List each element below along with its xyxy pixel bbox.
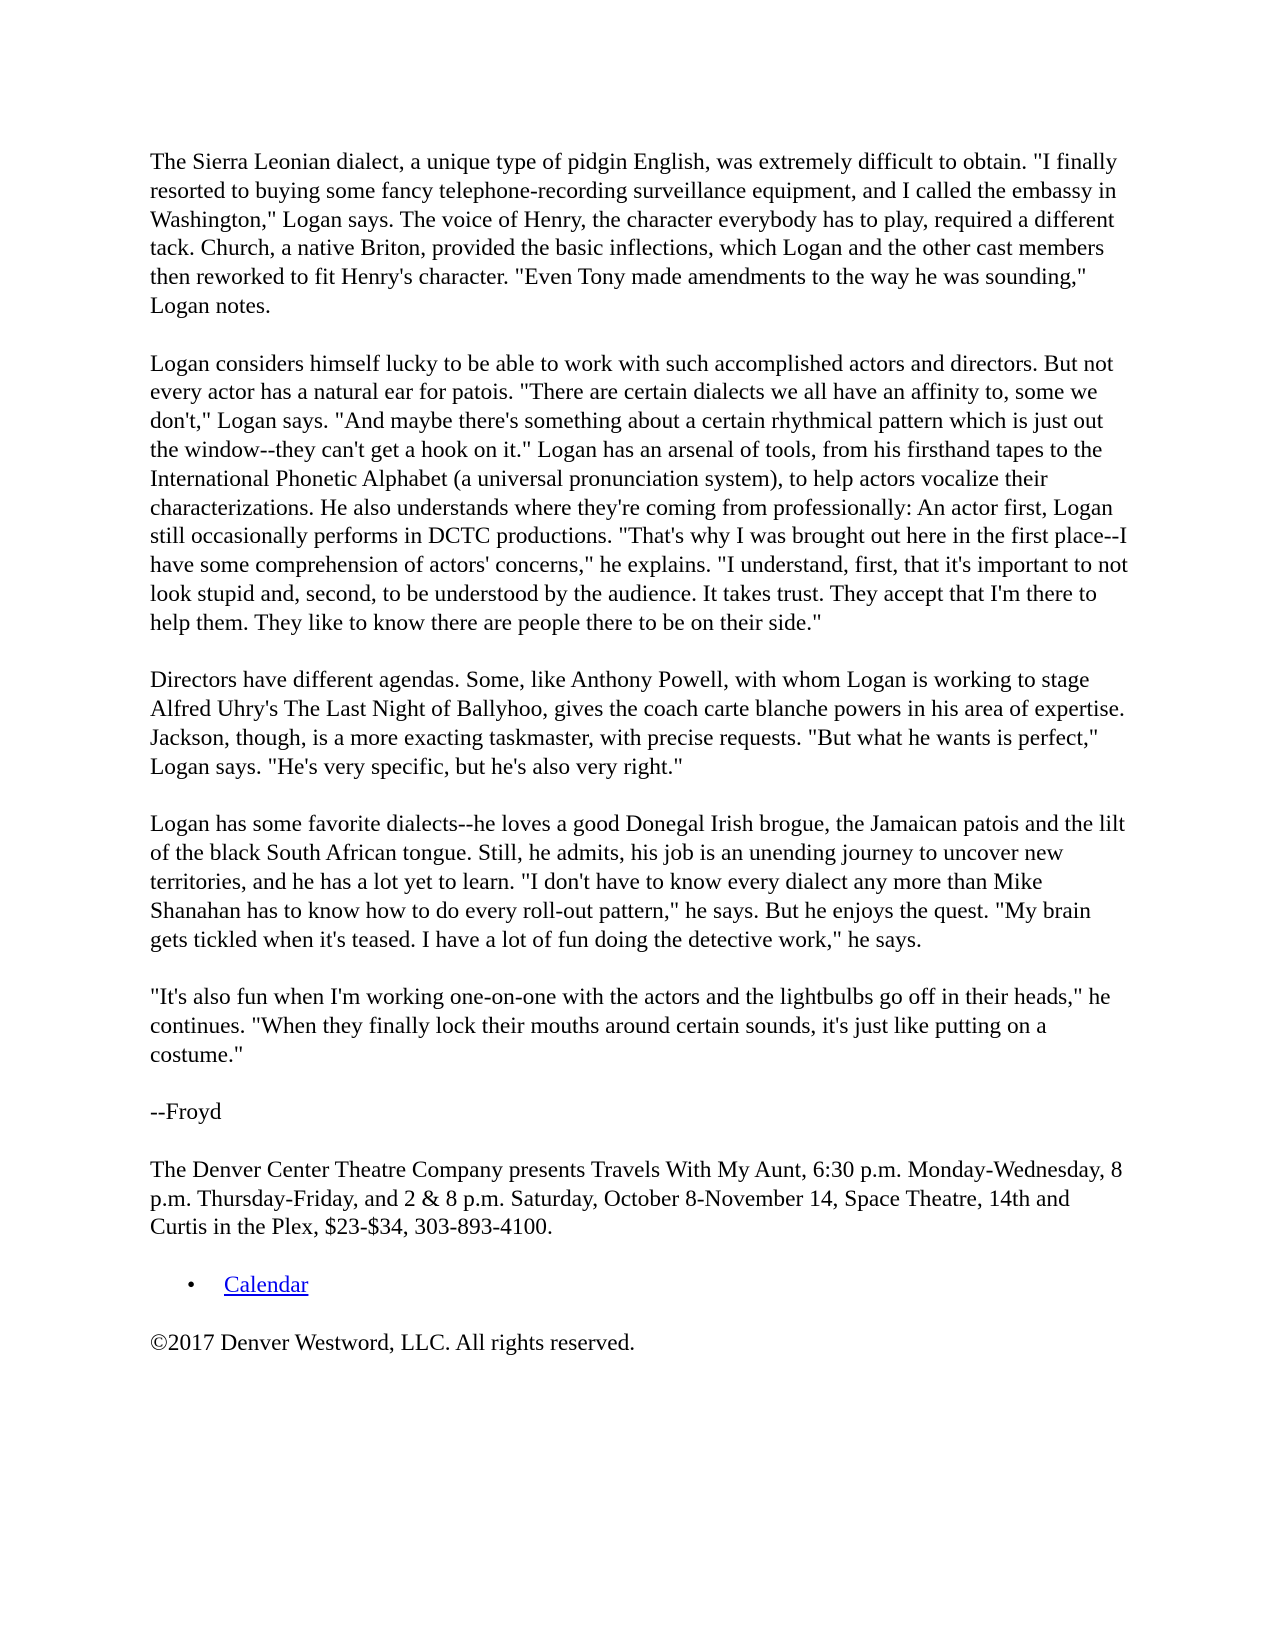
event-info: The Denver Center Theatre Company presents Travels With My Aunt, 6:30 p.m. Monday-Wednesday, 8 p.m. Thursday-Friday, and 2 & 8 p.m. Saturday, October 8-November 14, Space Theatre, 14th and Curtis in the Plex, $23-$34, 303-893-4100. bbox=[150, 1156, 1123, 1241]
byline: --Froyd bbox=[150, 1099, 222, 1126]
article-paragraph: "It's also fun when I'm working one-on-one with the actors and the lightbulbs go off in their heads," he continues. "When they finally lock their mouths around certain sounds, it's just like putting on a costume." bbox=[150, 984, 1111, 1068]
article-paragraph: Logan considers himself lucky to be able to work with such accomplished actors and directors. But not every actor has a natural ear for patois. "There are certain dialects we all have an affinity to, some we don't," Logan says. "And maybe there's something about a certain rhythmical pattern which is just out the window--they can't get a hook on it." Logan has an arsenal of tools, from his firsthand tapes to the International Phonetic Alphabet (a universal pronunciation system), to help actors vocalize their characterizations. He also understands where they're coming from professionally: An actor first, Logan still occasionally performs in DCTC productions. "That's why I was brought out here in the first place--I have some comprehension of actors' concerns," he explains. "I understand, first, that it's important to not look stupid and, second, to be understood by the audience. It takes trust. They accept that I'm there to help them. They like to know there are people there to be on their side." bbox=[150, 350, 1128, 636]
nav-item-calendar bbox=[187, 1271, 1130, 1300]
bullet-icon: • bbox=[187, 1272, 196, 1299]
calendar-link[interactable]: Calendar bbox=[224, 1272, 309, 1299]
article-paragraph: The Sierra Leonian dialect, a unique type of pidgin English, was extremely difficult to obtain. "I finally resorted to buying some fancy telephone-recording surveillance equipment, and I called the embassy in Washington," Logan says. The voice of Henry, the character everybody has to play, required a different tack. Church, a native Briton, provided the basic inflections, which Logan and the other cast members then reworked to fit Henry's character. "Even Tony made amendments to the way he was sounding," Logan notes. bbox=[150, 149, 1118, 319]
nav-list bbox=[150, 1271, 1130, 1300]
article-paragraph: Directors have different agendas. Some, like Anthony Powell, with whom Logan is working to stage Alfred Uhry's The Last Night of Ballyhoo, gives the coach carte blanche powers in his area of expertise. Jackson, though, is a more exacting taskmaster, with precise requests. "But what he wants is perfect," Logan says. "He's very specific, but he's also very right." bbox=[150, 667, 1125, 780]
article-page bbox=[150, 148, 1130, 1386]
article-paragraph: Logan has some favorite dialects--he loves a good Donegal Irish brogue, the Jamaican patois and the lilt of the black South African tongue. Still, he admits, his job is an unending journey to uncover new territories, and he has a lot yet to learn. "I don't have to know every dialect any more than Mike Shanahan has to know how to do every roll-out pattern," he says. But he enjoys the quest. "My brain gets tickled when it's teased. I have a lot of fun doing the detective work," he says. bbox=[150, 811, 1125, 953]
copyright: ©2017 Denver Westword, LLC. All rights reserved. bbox=[150, 1329, 636, 1356]
